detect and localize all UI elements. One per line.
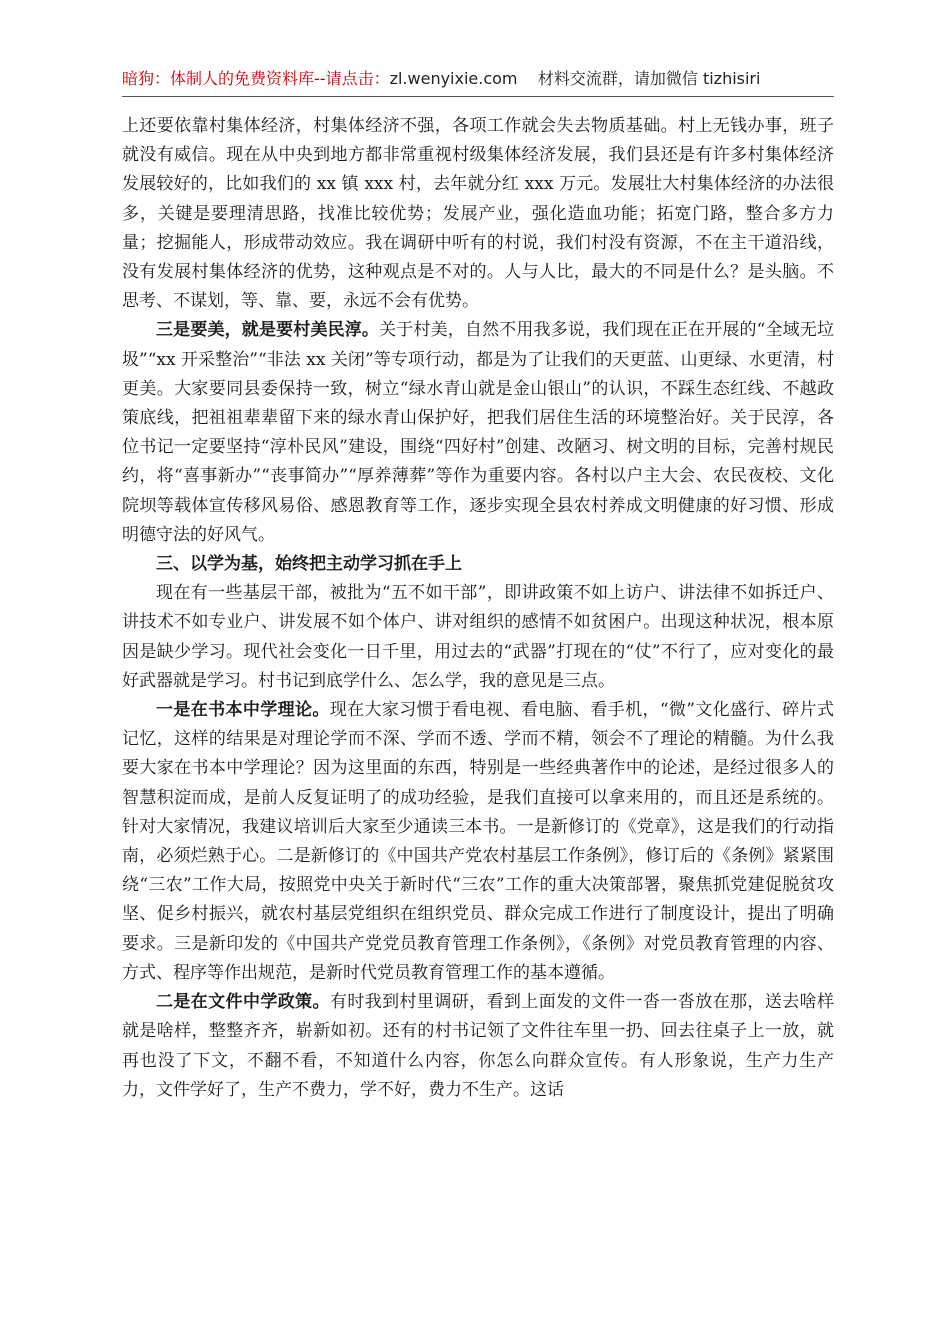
paragraph-2-text: 关于村美，自然不用我多说，我们现在正在开展的“全域无垃圾”“xx 开采整治”“非法 xx 关闭”等专项行动，都是为了让我们的天更蓝、山更绿、水更清，村更美。大家要同县委保持一致，树立“绿水青山就是金山银山”的认识，不踩生态红线、不越政策底线，把祖祖辈辈留下来的绿水青山保护好，把我们居住生活的环境整治好。关于民淳，各位书记一定要坚持“淳朴民风”建设，围绕“四好村”创建、改陋习、树文明的目标，完善村规民约，将“喜事新办”“丧事简办”“厚养薄葬”等作为重要内容。各村以户主大会、农民夜校、文化院坝等载体宣传移风易俗、感恩教育等工作，逐步实现全县农村养成文明健康的好习惯、形成明德守法的好风气。 xyxy=(122,320,834,545)
header-link-prefix: --请点击： xyxy=(314,69,390,88)
header-divider xyxy=(122,96,834,97)
paragraph-5-lead: 二是在文件中学政策。 xyxy=(156,992,330,1013)
header-brand: 暗狗：体制人的免费资料库 xyxy=(122,69,315,88)
paragraph-5 xyxy=(122,988,834,1105)
paragraph-4-text: 现在大家习惯于看电视、看电脑、看手机，“微”文化盛行、碎片式记忆，这样的结果是对理论学而不深、学而不透、学而不精，领会不了理论的精髓。为什么我要大家在书本中学理论？因为这里面的东西，特别是一些经典著作中的论述，是经过很多人的智慧积淀而成，是前人反复证明了的成功经验，是我们直接可以拿来用的，而且还是系统的。针对大家情况，我建议培训后大家至少通读三本书。一是新修订的《党章》，这是我们的行动指南，必须烂熟于心。二是新修订的《中国共产党农村基层工作条例》，修订后的《条例》紧紧围绕“三农”工作大局，按照党中央关于新时代“三农”工作的重大决策部署，聚焦抓党建促脱贫攻坚、促乡村振兴，就农村基层党组织在组织党员、群众完成工作进行了制度设计，提出了明确要求。三是新印发的《中国共产党党员教育管理工作条例》，《条例》对党员教育管理的内容、方式、程序等作出规范，是新时代党员教育管理工作的基本遵循。 xyxy=(122,700,834,983)
page-header xyxy=(122,68,832,90)
header-url-link[interactable]: zl.wenyixie.com xyxy=(389,69,518,88)
paragraph-2-lead: 三是要美，就是要村美民淳。 xyxy=(156,320,380,341)
paragraph-5-text: 有时我到村里调研，看到上面发的文件一沓一沓放在那，送去啥样就是啥样，整整齐齐，崭新如初。还有的村书记领了文件往车里一扔、回去往桌子上一放，就再也没了下文，不翻不看，不知道什么内容，你怎么向群众宣传。有人形象说，生产力生产力，文件学好了，生产不费力，学不好，费力不生产。这话 xyxy=(122,992,835,1100)
paragraph-4 xyxy=(122,696,834,988)
paragraph-1: 上还要依靠村集体经济，村集体经济不强，各项工作就会失去物质基础。村上无钱办事，班子就没有威信。现在从中央到地方都非常重视村级集体经济发展，我们县还是有许多村集体经济发展较好的，比如我们的 xx 镇 xxx 村，去年就分红 xxx 万元。发展壮大村集体经济的办法很多，关键是要理清思路，找准比较优势；发展产业，强化造血功能；拓宽门路，整合多方力量；挖掘能人，形成带动效应。我在调研中听有的村说，我们村没有资源，不在主干道沿线，没有发展村集体经济的优势，这种观点是不对的。人与人比，最大的不同是什么？是头脑。不思考、不谋划，等、靠、要，永远不会有优势。 xyxy=(122,116,834,312)
paragraph-4-lead: 一是在书本中学理论。 xyxy=(156,700,330,721)
paragraph-2 xyxy=(122,316,834,550)
section-heading-3: 三、以学为基，始终把主动学习抓在手上 xyxy=(156,554,462,575)
document-body xyxy=(122,112,834,1105)
header-contact: 材料交流群，请加微信 tizhisiri xyxy=(537,69,761,88)
paragraph-3: 现在有一些基层干部，被批为“五不如干部”，即讲政策不如上访户、讲法律不如拆迁户、讲技术不如专业户、讲发展不如个体户、讲对组织的感情不如贫困户。出现这种状况，根本原因是缺少学习。现代社会变化一日千里，用过去的“武器”打现在的“仗”不行了，应对变化的最好武器就是学习。村书记到底学什么、怎么学，我的意见是三点。 xyxy=(122,583,834,691)
